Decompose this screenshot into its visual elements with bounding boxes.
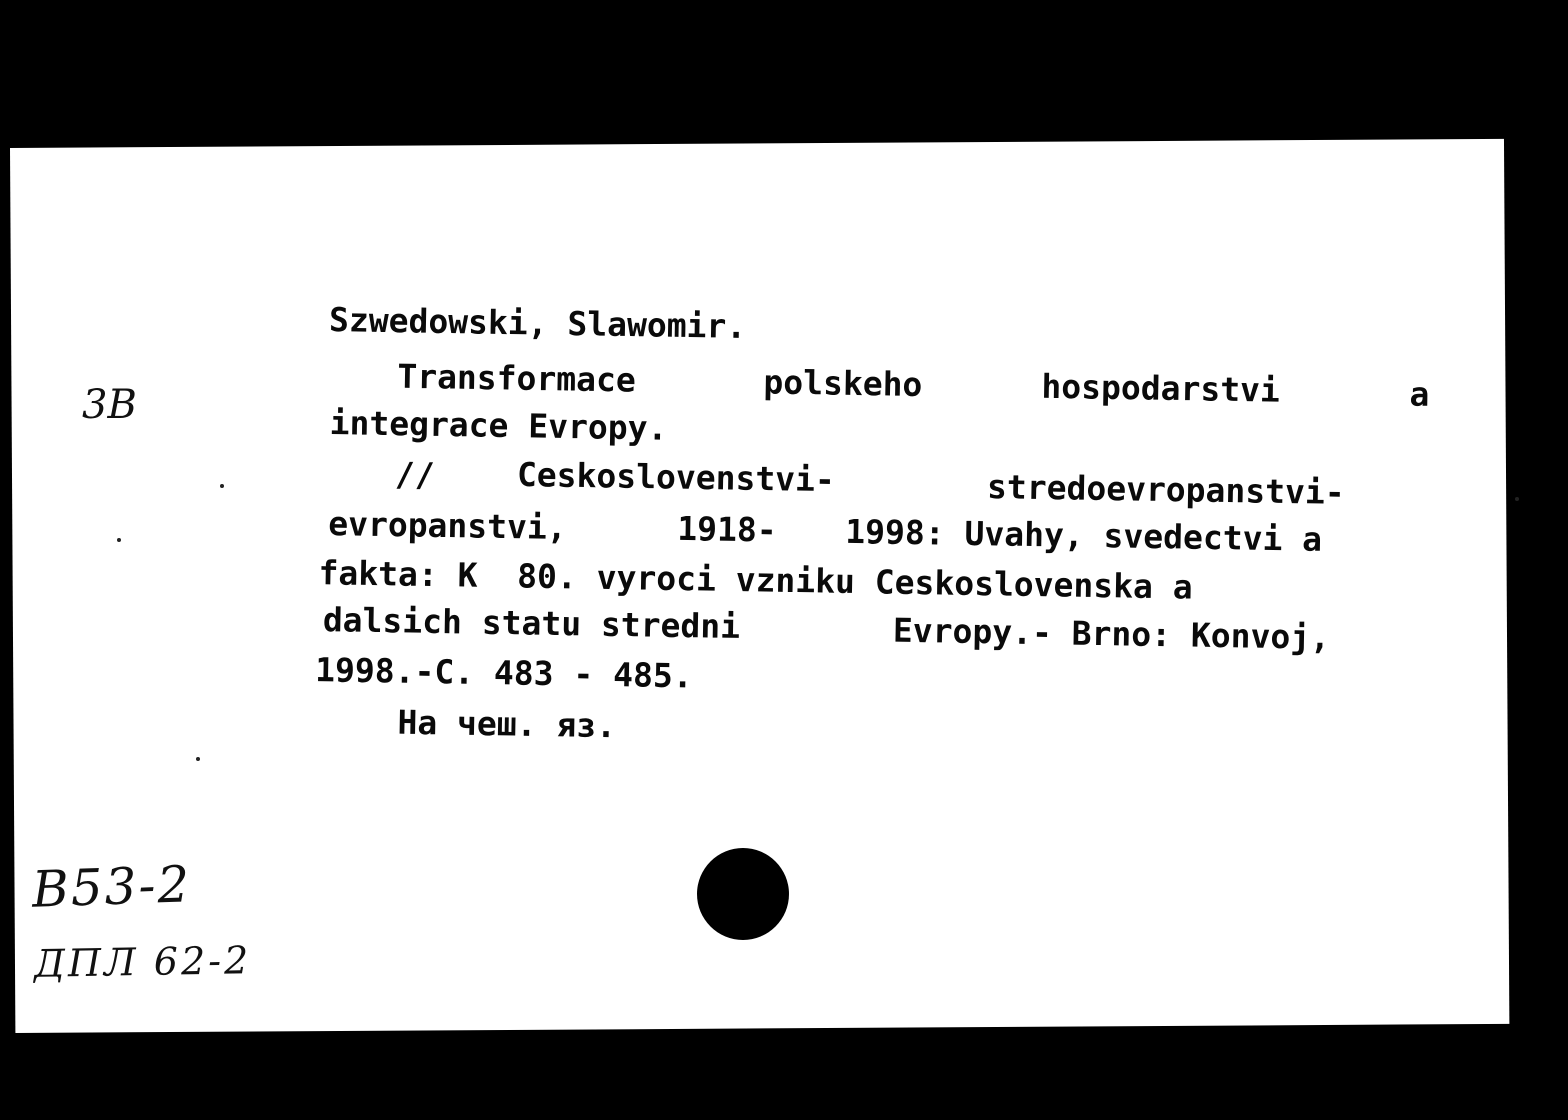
source-line-4a: dalsich statu stredni [322, 600, 741, 647]
speck [117, 538, 121, 542]
source-line-1b: Ceskoslovenstvi- [516, 454, 836, 500]
source-line-4b: Evropy.- Brno: Konvoj, [892, 610, 1331, 657]
speck [196, 757, 200, 761]
title-line-1c: hospodarstvi [1041, 366, 1281, 410]
source-line-2b: 1918- [677, 508, 777, 550]
source-line-2a: evropanstvi, [327, 504, 568, 548]
title-line-1d: a [1409, 374, 1430, 414]
title-line-1a: Transformace [397, 356, 637, 400]
speck [1515, 497, 1519, 501]
source-line-2c: 1998: Uvahy, svedectvi a [845, 511, 1323, 559]
shelf-mark: B53-2 [31, 855, 193, 919]
title-line-2: integrace Evropy. [329, 403, 668, 448]
speck [220, 484, 224, 488]
source-line-3: fakta: K 80. vyroci vzniku Ceskoslovenska a [318, 553, 1193, 607]
punch-hole [697, 848, 789, 940]
source-line-5: 1998.-C. 483 - 485. [314, 650, 693, 696]
title-line-1b: polskeho [763, 362, 923, 405]
handwritten-code: ДПЛ 62-2 [33, 938, 252, 986]
marginal-mark: 3B [82, 382, 137, 428]
language-note: На чеш. яз. [397, 702, 617, 746]
source-line-1a: // [394, 454, 436, 495]
author-line: Szwedowski, Slawomir. [328, 300, 747, 346]
source-line-1c: stredoevropanstvi- [986, 467, 1345, 512]
